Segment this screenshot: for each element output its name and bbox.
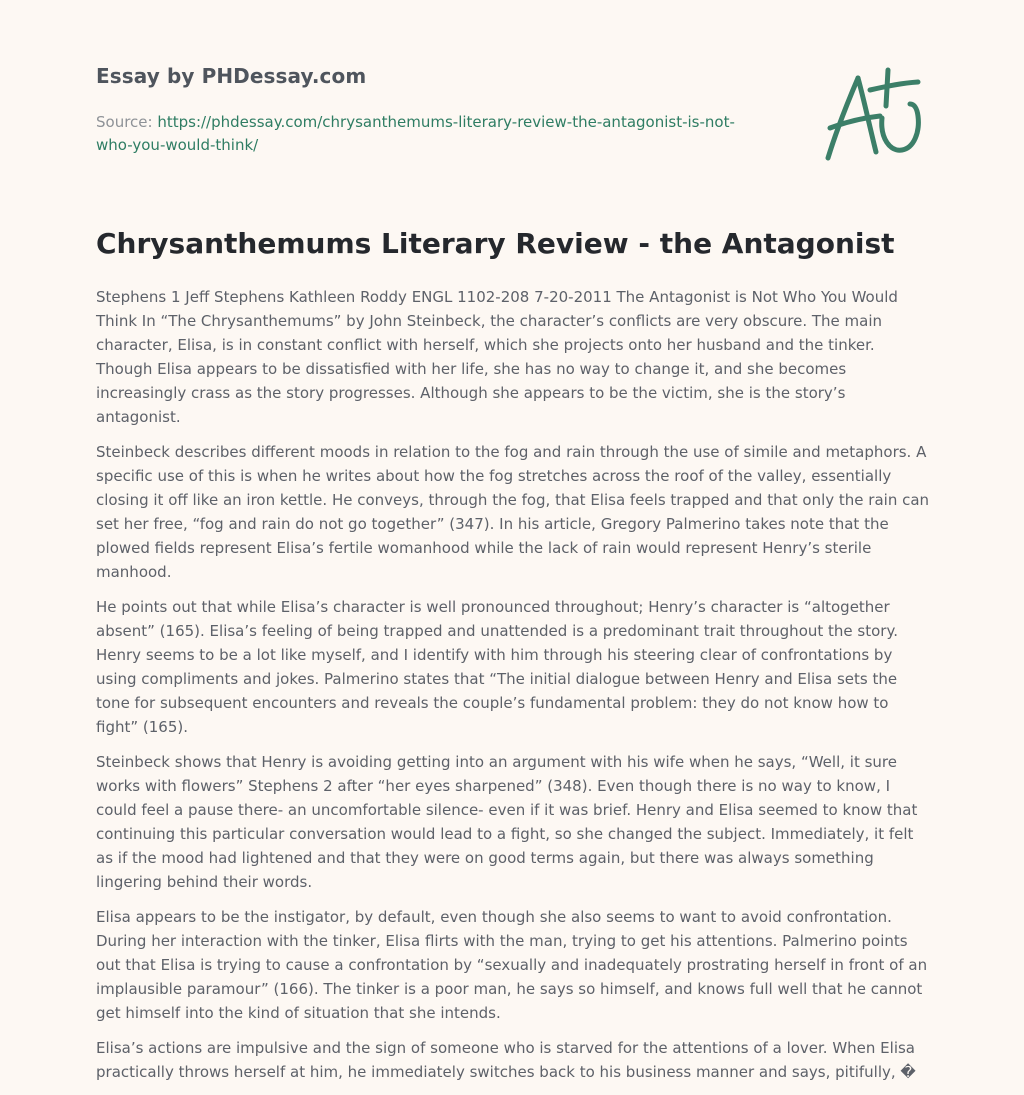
paragraph: He points out that while Elisa’s character is well pronounced throughout; Henry’s character is “altogether absent” (165). Elisa’s feeling of being trapped and unattended is a predominant trait throughout the story. Henry seems to be a lot like myself, and I identify with him through his steering clear of confrontations by using compliments and jokes. Palmerino states that “The initial dialogue between Henry and Elisa sets the tone for subsequent encounters and reveals the couple’s fundamental problem: they do not know how to fight” (165).: [96, 598, 898, 736]
source-link[interactable]: https://phdessay.com/chrysanthemums-literary-review-the-antagonist-is-not-who-you-would-think/: [96, 113, 735, 154]
paragraph: Elisa appears to be the instigator, by default, even though she also seems to want to avoid confrontation. During her interaction with the tinker, Elisa flirts with the man, trying to get his attentions. Palmerino points out that Elisa is trying to cause a confrontation by “sexually and inadequately prostrating herself in front of an implausible paramour” (166). The tinker is a poor man, he says so himself, and knows full well that he cannot get himself into the kind of situation that she intends.: [96, 908, 928, 1022]
paragraph: Stephens 1 Jeff Stephens Kathleen Roddy ENGL 1102-208 7-20-2011 The Antagonist is Not Who You Would Think In “The Chrysanthemums” by John Steinbeck, the character’s conflicts are very obscure. The main character, Elisa, is in constant conflict with herself, which she projects onto her husband and the tinker. Though Elisa appears to be dissatisfied with her life, she has no way to change it, and she becomes increasingly crass as the story progresses. Although she appears to be the victim, she is the story’s antagonist.: [96, 288, 898, 426]
paragraph: Elisa’s actions are impulsive and the sign of someone who is starved for the attentions of a lover. When Elisa practically throws herself at him, he immediately switches back to his business manner and says, pitifully, �: [96, 1039, 916, 1081]
article-title: Chrysanthemums Literary Review - the Antagonist: [96, 227, 895, 260]
article-body: [96, 285, 932, 1095]
source-label: Source:: [96, 113, 158, 131]
source-line: [96, 111, 756, 157]
paragraph: Steinbeck describes different moods in relation to the fog and rain through the use of simile and metaphors. A specific use of this is when he writes about how the fog stretches across the roof of the valley, essentially closing it off like an iron kettle. He conveys, through the fog, that Elisa feels trapped and that only the rain can set her free, “fog and rain do not go together” (347). In his article, Gregory Palmerino takes note that the plowed fields represent Elisa’s fertile womanhood while the lack of rain would represent Henry’s sterile manhood.: [96, 443, 930, 581]
a-plus-grade-icon: [818, 66, 930, 168]
paragraph: Steinbeck shows that Henry is avoiding getting into an argument with his wife when he says, “Well, it sure works with flowers” Stephens 2 after “her eyes sharpened” (348). Even though there is no way to know, I could feel a pause there- an uncomfortable silence- even if it was brief. Henry and Elisa seemed to know that continuing this particular conversation would lead to a fight, so she changed the subject. Immediately, it felt as if the mood had lightened and that they were on good terms again, but there was always something lingering behind their words.: [96, 753, 918, 891]
brand-title: Essay by PHDessay.com: [96, 64, 367, 88]
